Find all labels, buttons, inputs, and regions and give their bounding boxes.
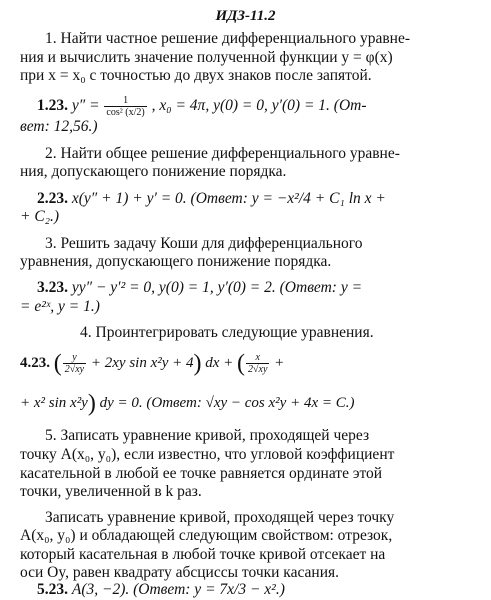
open-paren: ( xyxy=(237,350,246,377)
fraction-numerator: x xyxy=(246,352,269,364)
task1-line1: 1. Найти частное решение дифференциального уравне- xyxy=(45,30,410,47)
exercise-number: 3.23. xyxy=(37,279,68,296)
close-paren: ) xyxy=(193,350,202,377)
task5-line4: точки, увеличенной в k раз. xyxy=(20,483,202,500)
exercise-3-23 xyxy=(37,279,362,297)
task5-line1: 5. Записать уравнение кривой, проходящей через xyxy=(45,427,370,444)
task5-par2-line4: оси Oy, равен квадрату абсциссы точки касания. xyxy=(20,564,340,581)
task5-par2-line2: A(x₀, y₀) и обладающей следующим свойством: отрезок, xyxy=(20,527,393,544)
task3-line2: уравнения, допускающего понижение порядка. xyxy=(20,253,332,270)
fraction-1 xyxy=(63,352,86,375)
task2-line2: ния, допускающего понижение порядка. xyxy=(20,163,287,180)
exercise-1-23-answer: вет: 12,56.) xyxy=(20,118,98,135)
task1-line3: при x = x₀ с точностью до двух знаков после запятой. xyxy=(20,67,372,84)
task3-line1: 3. Решить задачу Коши для дифференциального xyxy=(45,235,363,252)
task2-line1: 2. Найти общее решение дифференциального уравне- xyxy=(45,145,400,162)
equation-part: yy″ − y′² = 0, y(0) = 1, y′(0) = 2. (Ответ: y = xyxy=(71,279,363,296)
fraction-2 xyxy=(246,352,269,375)
task5-par2-line1: Записать уравнение кривой, проходящей через точку xyxy=(45,509,395,526)
equation-part: x(y″ + 1) + y′ = 0. (Ответ: y = −x²/4 + C₁ ln x + xyxy=(71,190,386,207)
equation-part: + x² sin x²y xyxy=(20,395,88,411)
equation-part: + xyxy=(274,354,285,371)
exercise-1-23 xyxy=(37,95,367,118)
exercise-3-23-answer: = e²ˣ, y = 1.) xyxy=(20,298,100,315)
exercise-number: 5.23. xyxy=(37,581,68,598)
exercise-number: 4.23. xyxy=(20,354,50,371)
equation-answer: dy = 0. (Ответ: √xy − cos x²y + 4x = C.) xyxy=(99,395,355,411)
exercise-4-23-line2 xyxy=(20,390,355,417)
page-title: ИДЗ-11.2 xyxy=(215,8,276,24)
task5-par2-line3: который касательная в любой точке кривой отсекает на xyxy=(20,546,386,563)
task5-line3: касательной в любой ее точке равняется ординате этой xyxy=(20,465,383,482)
fraction-denominator: 2√xy xyxy=(64,364,85,375)
task5-line2: точку A(x₀, y₀), если известно, что угловой коэффициент xyxy=(20,446,395,463)
exercise-4-23 xyxy=(20,352,284,375)
task4-line1: 4. Проинтегрировать следующие уравнения. xyxy=(80,324,374,341)
close-paren: ) xyxy=(87,390,96,417)
exercise-2-23 xyxy=(37,190,386,208)
exercise-5-23 xyxy=(37,581,285,599)
exercise-number: 2.23. xyxy=(37,190,68,207)
fraction-numerator: y xyxy=(63,352,86,364)
fraction xyxy=(104,95,146,118)
equation-part: + 2xy sin x²y + 4 xyxy=(90,354,194,371)
fraction-numerator: 1 xyxy=(104,95,146,107)
equation-answer: A(3, −2). (Ответ: y = 7x/3 − x².) xyxy=(71,581,285,598)
task1-line2: ния и вычислить значение полученной функции y = φ(x) xyxy=(20,49,393,66)
equation-part: y″ = xyxy=(71,97,100,115)
fraction-denominator: cos² (x/2) xyxy=(106,107,145,118)
equation-part: dx + xyxy=(205,354,234,371)
fraction-denominator: 2√xy xyxy=(248,364,268,375)
equation-conditions: , x₀ = 4π, y(0) = 0, y′(0) = 1. (От- xyxy=(151,97,367,115)
exercise-number: 1.23. xyxy=(37,97,68,115)
open-paren: ( xyxy=(53,350,62,377)
exercise-2-23-answer: + C₂.) xyxy=(20,208,60,225)
